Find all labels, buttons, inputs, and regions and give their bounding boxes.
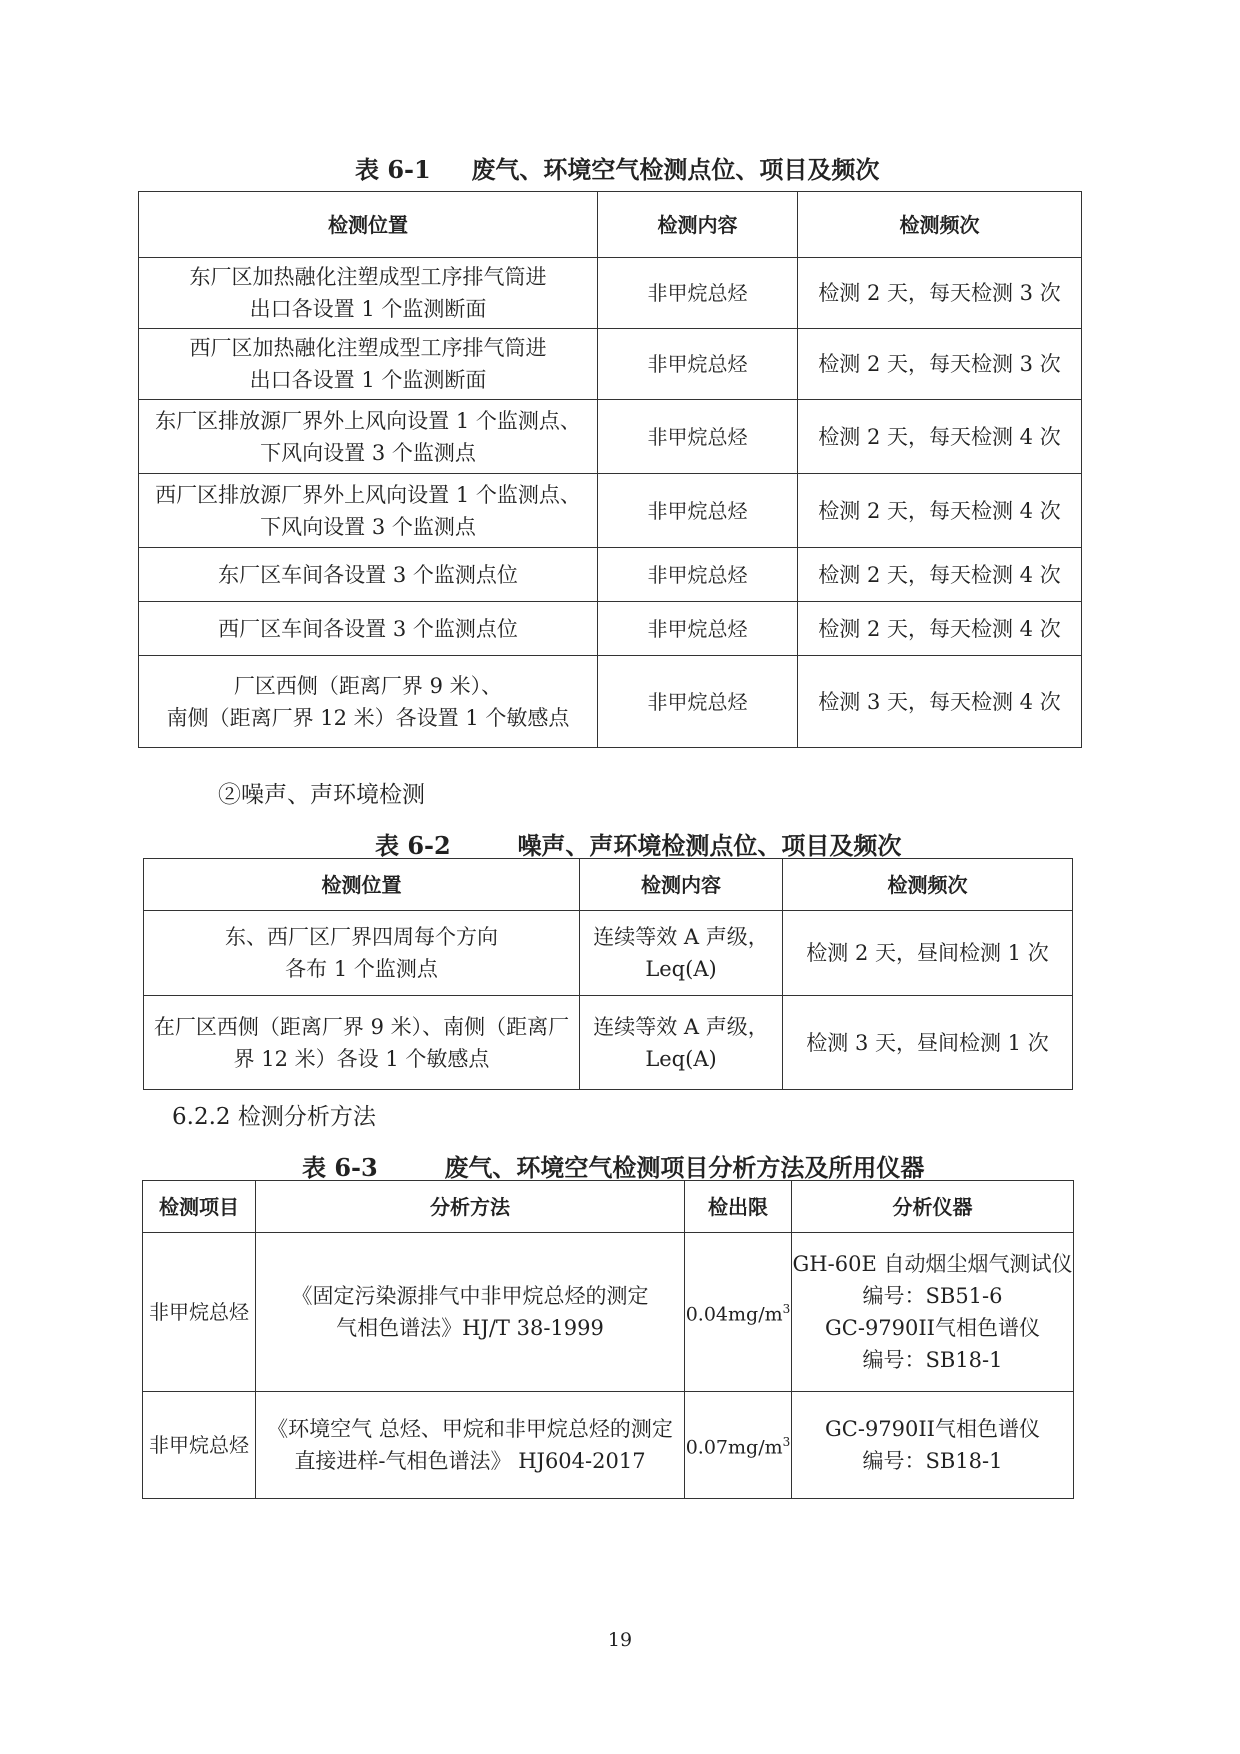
header-instrument: 分析仪器 — [792, 1181, 1074, 1233]
location-cell — [144, 911, 580, 996]
method-line: 《环境空气 总烃、甲烷和非甲烷总烃的测定 — [267, 1417, 673, 1441]
section-method-heading: 6.2.2 检测分析方法 — [172, 1104, 376, 1130]
limit-value: 0.07mg/m — [685, 1436, 783, 1459]
content-cell: 非甲烷总烃 — [598, 474, 798, 548]
table-row — [139, 656, 1082, 748]
table1-caption-number: 表 6-1 — [355, 155, 431, 184]
content-cell — [580, 911, 783, 996]
instrument-line: 编号：SB18-1 — [862, 1348, 1003, 1372]
header-limit: 检出限 — [685, 1181, 792, 1233]
header-method: 分析方法 — [256, 1181, 685, 1233]
table-row — [139, 548, 1082, 602]
method-line: 气相色谱法》HJ/T 38-1999 — [336, 1316, 604, 1340]
instrument-line: GC-9790II气相色谱仪 — [825, 1417, 1040, 1441]
location-cell — [139, 258, 598, 329]
table-row — [144, 911, 1073, 996]
location-line: 出口各设置 1 个监测断面 — [249, 297, 487, 321]
table-row — [139, 258, 1082, 329]
table2 — [143, 858, 1073, 1090]
location-cell — [139, 548, 598, 602]
location-line: 下风向设置 3 个监测点 — [260, 514, 476, 539]
table-header-row — [144, 859, 1073, 911]
location-line: 西厂区车间各设置 3 个监测点位 — [218, 616, 518, 641]
page-number: 19 — [607, 1629, 633, 1651]
item-cell: 非甲烷总烃 — [143, 1392, 256, 1499]
instrument-line: GC-9790II气相色谱仪 — [825, 1316, 1040, 1340]
location-cell — [139, 656, 598, 748]
table-row — [139, 602, 1082, 656]
location-cell — [139, 329, 598, 400]
table3-caption-number: 表 6-3 — [302, 1153, 378, 1182]
header-frequency: 检测频次 — [783, 859, 1073, 911]
frequency-cell: 检测 2 天，每天检测 4 次 — [798, 400, 1082, 474]
table-row — [139, 329, 1082, 400]
location-line: 出口各设置 1 个监测断面 — [249, 368, 487, 392]
content-cell: 非甲烷总烃 — [598, 602, 798, 656]
content-line: Leq(A) — [645, 1046, 717, 1071]
location-line: 界 12 米）各设 1 个敏感点 — [233, 1046, 490, 1071]
content-cell: 非甲烷总烃 — [598, 548, 798, 602]
limit-unit-exponent: 3 — [782, 1302, 791, 1317]
header-frequency: 检测频次 — [798, 192, 1082, 258]
content-line: Leq(A) — [645, 957, 717, 981]
item-cell: 非甲烷总烃 — [143, 1233, 256, 1392]
header-content: 检测内容 — [580, 859, 783, 911]
table2-caption-title: 噪声、声环境检测点位、项目及频次 — [517, 831, 902, 860]
table1 — [138, 191, 1082, 748]
table2-caption — [375, 826, 901, 861]
location-line: 厂区西侧（距离厂界 9 米）、 — [233, 673, 503, 698]
frequency-cell: 检测 3 天，每天检测 4 次 — [798, 656, 1082, 748]
table1-caption-title: 废气、环境空气检测点位、项目及频次 — [471, 155, 880, 184]
content-cell — [580, 996, 783, 1090]
limit-value: 0.04mg/m — [685, 1303, 783, 1326]
header-item: 检测项目 — [143, 1181, 256, 1233]
content-cell: 非甲烷总烃 — [598, 258, 798, 329]
instrument-line: GH-60E 自动烟尘烟气测试仪 — [792, 1252, 1073, 1276]
location-cell — [139, 602, 598, 656]
method-line: 直接进样-气相色谱法》 HJ604-2017 — [294, 1449, 646, 1473]
content-cell: 非甲烷总烃 — [598, 656, 798, 748]
table3-caption — [302, 1148, 924, 1183]
location-line: 在厂区西侧（距离厂界 9 米）、南侧（距离厂 — [153, 1014, 570, 1039]
limit-cell — [685, 1392, 792, 1499]
location-line: 下风向设置 3 个监测点 — [260, 440, 476, 465]
method-cell — [256, 1392, 685, 1499]
frequency-cell: 检测 2 天，每天检测 4 次 — [798, 602, 1082, 656]
header-content: 检测内容 — [598, 192, 798, 258]
content-cell: 非甲烷总烃 — [598, 400, 798, 474]
table3-caption-title: 废气、环境空气检测项目分析方法及所用仪器 — [444, 1153, 925, 1182]
limit-unit-exponent: 3 — [782, 1435, 791, 1450]
frequency-cell: 检测 2 天，每天检测 4 次 — [798, 548, 1082, 602]
location-cell — [139, 474, 598, 548]
frequency-cell: 检测 3 天，昼间检测 1 次 — [783, 996, 1073, 1090]
header-location: 检测位置 — [139, 192, 598, 258]
table1-caption — [355, 150, 879, 185]
limit-cell — [685, 1233, 792, 1392]
frequency-cell: 检测 2 天，昼间检测 1 次 — [783, 911, 1073, 996]
instrument-cell — [792, 1233, 1074, 1392]
table-row — [139, 474, 1082, 548]
location-line: 东厂区加热融化注塑成型工序排气筒进 — [189, 265, 547, 289]
frequency-cell: 检测 2 天，每天检测 3 次 — [798, 258, 1082, 329]
location-cell — [144, 996, 580, 1090]
instrument-line: 编号：SB51-6 — [862, 1284, 1003, 1308]
table-row — [139, 400, 1082, 474]
table-row — [143, 1233, 1074, 1392]
location-line: 南侧（距离厂界 12 米）各设置 1 个敏感点 — [166, 705, 570, 730]
header-location: 检测位置 — [144, 859, 580, 911]
content-cell: 非甲烷总烃 — [598, 329, 798, 400]
table2-caption-number: 表 6-2 — [375, 831, 451, 860]
content-line: 连续等效 A 声级， — [593, 925, 769, 949]
location-line: 各布 1 个监测点 — [285, 957, 438, 981]
location-line: 西厂区加热融化注塑成型工序排气筒进 — [189, 336, 547, 360]
method-cell — [256, 1233, 685, 1392]
location-line: 东厂区排放源厂界外上风向设置 1 个监测点、 — [155, 408, 581, 433]
section-noise-heading: ②噪声、声环境检测 — [218, 782, 425, 808]
instrument-cell — [792, 1392, 1074, 1499]
content-line: 连续等效 A 声级， — [593, 1014, 769, 1039]
instrument-line: 编号：SB18-1 — [862, 1449, 1003, 1473]
table-row — [144, 996, 1073, 1090]
location-line: 东厂区车间各设置 3 个监测点位 — [218, 562, 518, 587]
method-line: 《固定污染源排气中非甲烷总烃的测定 — [291, 1284, 649, 1308]
table-row — [143, 1392, 1074, 1499]
location-line: 东、西厂区厂界四周每个方向 — [225, 925, 498, 949]
table-header-row — [143, 1181, 1074, 1233]
table-header-row — [139, 192, 1082, 258]
location-cell — [139, 400, 598, 474]
location-line: 西厂区排放源厂界外上风向设置 1 个监测点、 — [155, 482, 581, 507]
table3 — [142, 1180, 1074, 1499]
frequency-cell: 检测 2 天，每天检测 4 次 — [798, 474, 1082, 548]
frequency-cell: 检测 2 天，每天检测 3 次 — [798, 329, 1082, 400]
